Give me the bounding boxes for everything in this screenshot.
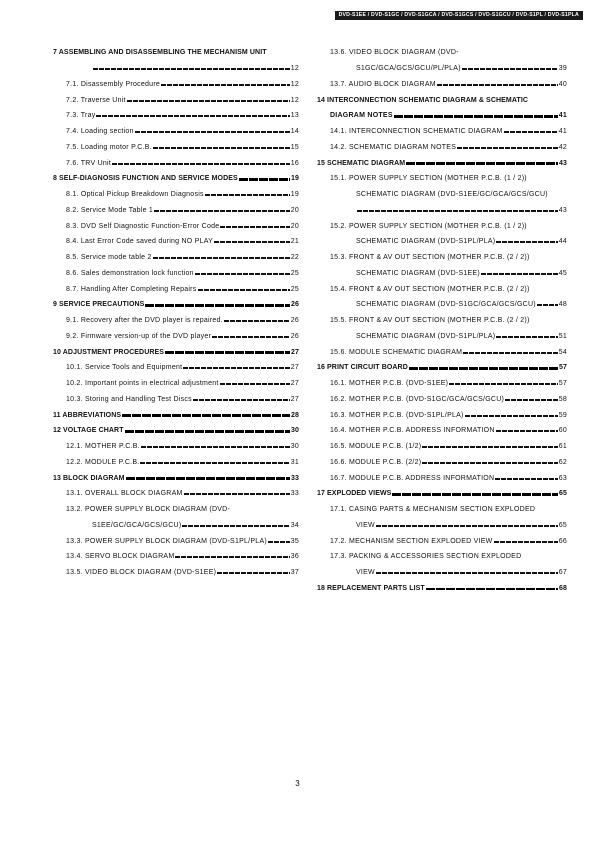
toc-entry[interactable] (317, 344, 567, 360)
toc-entry-page: 22 (290, 254, 299, 262)
toc-entry-page: 27 (291, 348, 299, 356)
toc-entry-title: 9.2. Firmware version-up of the DVD player (66, 332, 212, 340)
toc-entry-page: 12 (290, 65, 299, 73)
toc-entry-title: 16 PRINT CIRCUIT BOARD (317, 364, 408, 372)
toc-leader-dashes (496, 241, 557, 243)
toc-entry-page: 51 (558, 332, 567, 340)
toc-entry-title: 15 SCHEMATIC DIAGRAM (317, 159, 406, 167)
toc-leader-dashes (220, 226, 289, 228)
toc-entry[interactable] (317, 470, 567, 486)
toc-entry-title: 16.3. MOTHER P.C.B. (DVD-S1PL/PLA) (330, 411, 464, 419)
toc-leader-dashes (122, 414, 290, 417)
toc-entry[interactable] (317, 108, 567, 124)
toc-entry-title: 7.1. Disassembly Procedure (66, 80, 161, 88)
toc-leader-dashes (195, 273, 290, 275)
toc-entry-page: 27 (290, 380, 299, 388)
toc-entry-page: 20 (290, 222, 299, 230)
toc-entry-title: 15.3. FRONT & AV OUT SECTION (MOTHER P.C.B. (2 / 2)) (330, 254, 530, 262)
toc-entry[interactable] (53, 439, 299, 455)
toc-entry-page: 25 (290, 269, 299, 277)
toc-entry-page: 31 (290, 458, 299, 466)
toc-leader-dashes (426, 588, 558, 591)
toc-entry-title: 17.2. MECHANISM SECTION EXPLODED VIEW (330, 537, 493, 545)
toc-entry[interactable] (53, 140, 299, 156)
toc-entry-page: 57 (558, 380, 567, 388)
toc-entry-page: 48 (558, 301, 567, 309)
toc-entry-title: 7.3. Tray (66, 112, 96, 120)
toc-leader-dashes (465, 415, 558, 417)
toc-entry-title: 8.7. Handling After Completing Repairs (66, 285, 197, 293)
toc-entry-page: 63 (558, 474, 567, 482)
toc-entry[interactable] (317, 581, 567, 597)
toc-leader-dashes (463, 352, 557, 354)
toc-leader-dashes (239, 178, 290, 181)
toc-leader-dashes (268, 541, 290, 543)
toc-entry[interactable] (53, 203, 299, 219)
toc-entry-title: 9 SERVICE PRECAUTIONS (53, 301, 145, 309)
toc-entry-title: SCHEMATIC DIAGRAM (DVD-S1PL/PLA) (356, 332, 496, 340)
toc-leader-dashes (376, 525, 558, 527)
toc-entry-title: 13.6. VIDEO BLOCK DIAGRAM (DVD- (330, 49, 459, 57)
toc-entry[interactable] (317, 565, 567, 581)
toc-entry-page: 26 (290, 317, 299, 325)
toc-entry-page: 37 (290, 569, 299, 577)
toc-entry-page: 41 (558, 112, 567, 120)
toc-entry-page: 27 (290, 364, 299, 372)
toc-entry-page: 15 (290, 143, 299, 151)
toc-entry-page: 66 (558, 537, 567, 545)
toc-entry-title: 15.2. POWER SUPPLY SECTION (MOTHER P.C.B. (1 / 2)) (330, 222, 527, 230)
toc-leader-dashes (481, 273, 558, 275)
toc-entry-page: 12 (290, 80, 299, 88)
toc-entry-page: 26 (291, 301, 299, 309)
toc-entry-page: 43 (558, 206, 567, 214)
toc-entry-page: 65 (558, 521, 567, 529)
toc-right-column (317, 45, 567, 596)
toc-entry-title: 7.4. Loading section (66, 128, 134, 136)
toc-entry-page: 57 (559, 364, 567, 372)
toc-leader-dashes (184, 493, 290, 495)
toc-entry[interactable] (53, 297, 299, 313)
toc-leader-dashes (422, 446, 557, 448)
toc-entry-page: 33 (291, 474, 299, 482)
toc-entry-title: 16.6. MODULE P.C.B. (2/2) (330, 458, 422, 466)
toc-entry-title: 8.1. Optical Pickup Breakdown Diagnosis (66, 191, 204, 199)
toc-entry-page: 59 (558, 411, 567, 419)
toc-leader-dashes (496, 430, 558, 432)
toc-entry[interactable] (317, 266, 567, 282)
toc-entry-page: 65 (559, 490, 567, 498)
toc-entry-title: 16.2. MOTHER P.C.B. (DVD-S1GC/GCA/GCS/GCU) (330, 395, 505, 403)
toc-entry-title: 14.1. INTERCONNECTION SCHEMATIC DIAGRAM (330, 128, 503, 136)
toc-leader-dashes (422, 462, 557, 464)
toc-entry[interactable] (317, 549, 567, 565)
toc-leader-dashes (376, 572, 558, 574)
toc-entry-page: 30 (290, 443, 299, 451)
toc-leader-dashes (141, 446, 290, 448)
toc-leader-dashes (135, 131, 290, 133)
toc-entry[interactable] (53, 423, 299, 439)
toc-leader-dashes (127, 100, 290, 102)
toc-entry-page: 21 (290, 238, 299, 246)
toc-entry-title: 13.1. OVERALL BLOCK DIAGRAM (66, 490, 183, 498)
toc-entry-title: SCHEMATIC DIAGRAM (DVD-S1PL/PLA) (356, 238, 496, 246)
toc-entry[interactable] (317, 77, 567, 93)
toc-entry-title: 10.2. Important points in electrical adjustment (66, 380, 219, 388)
toc-entry-page: 27 (290, 395, 299, 403)
toc-entry[interactable] (53, 234, 299, 250)
toc-entry-title: 14 INTERCONNECTION SCHEMATIC DIAGRAM & SCHEMATIC (317, 96, 529, 104)
toc-entry-page: 43 (559, 159, 567, 167)
toc-entry-page: 39 (558, 65, 567, 73)
toc-entry-title: 8.2. Service Mode Table 1 (66, 206, 154, 214)
toc-entry[interactable] (317, 407, 567, 423)
toc-leader-dashes (537, 304, 558, 306)
toc-entry-title: 13.4. SERVO BLOCK DIAGRAM (66, 553, 175, 561)
toc-entry-page: 20 (290, 206, 299, 214)
toc-entry-page: 67 (558, 569, 567, 577)
toc-leader-dashes (496, 336, 557, 338)
toc-entry[interactable] (317, 281, 567, 297)
toc-leader-dashes (96, 115, 289, 117)
toc-entry-title: S1EE/GC/GCA/GCS/GCU) (92, 521, 182, 529)
toc-leader-dashes (153, 257, 290, 259)
toc-leader-dashes (504, 131, 558, 133)
toc-entry-title: 12 VOLTAGE CHART (53, 427, 124, 435)
toc-entry[interactable] (53, 45, 299, 61)
toc-entry-title: 17.3. PACKING & ACCESSORIES SECTION EXPLODED (330, 553, 522, 561)
toc-entry-title: 7 ASSEMBLING AND DISASSEMBLING THE MECHANISM UNIT (53, 49, 267, 57)
toc-entry-title: 13.5. VIDEO BLOCK DIAGRAM (DVD-S1EE) (66, 569, 217, 577)
toc-entry-page: 58 (558, 395, 567, 403)
toc-entry-page: 41 (558, 128, 567, 136)
toc-leader-dashes (153, 147, 290, 149)
toc-entry[interactable] (53, 329, 299, 345)
toc-entry-title: 16.4. MOTHER P.C.B. ADDRESS INFORMATION (330, 427, 495, 435)
toc-leader-dashes (224, 320, 290, 322)
toc-leader-dashes (449, 383, 557, 385)
toc-entry-title: 18 REPLACEMENT PARTS LIST (317, 584, 425, 592)
toc-entry[interactable] (53, 155, 299, 171)
toc-entry-page: 33 (290, 490, 299, 498)
toc-entry[interactable] (53, 470, 299, 486)
toc-leader-dashes (494, 541, 558, 543)
toc-leader-dashes (112, 163, 290, 165)
toc-entry[interactable] (317, 187, 567, 203)
toc-leader-dashes (93, 68, 290, 70)
toc-entry[interactable] (317, 423, 567, 439)
toc-entry-title: 12.1. MOTHER P.C.B. (66, 443, 140, 451)
toc-entry[interactable] (317, 124, 567, 140)
toc-entry-title: 13 BLOCK DIAGRAM (53, 474, 125, 482)
toc-entry-title: 15.1. POWER SUPPLY SECTION (MOTHER P.C.B. (1 / 2)) (330, 175, 527, 183)
toc-entry-page: 42 (558, 143, 567, 151)
toc-entry[interactable] (53, 549, 299, 565)
toc-entry-page: 14 (290, 128, 299, 136)
toc-entry-page: 62 (558, 458, 567, 466)
toc-entry-page: 12 (290, 96, 299, 104)
toc-entry[interactable] (53, 392, 299, 408)
toc-entry[interactable] (53, 61, 299, 77)
toc-leader-dashes (462, 68, 558, 70)
toc-leader-dashes (217, 572, 290, 574)
toc-entry-title: 17.1. CASING PARTS & MECHANISM SECTION EXPLODED (330, 506, 536, 514)
toc-leader-dashes (495, 478, 557, 480)
toc-entry-title: 15.4. FRONT & AV OUT SECTION (MOTHER P.C.B. (2 / 2)) (330, 285, 530, 293)
toc-entry-title: 8.5. Service mode table 2 (66, 254, 152, 262)
toc-entry-page: 54 (558, 348, 567, 356)
toc-leader-dashes (126, 477, 290, 480)
toc-leader-dashes (392, 493, 558, 496)
toc-entry[interactable] (317, 155, 567, 171)
toc-entry-page: 25 (290, 285, 299, 293)
toc-leader-dashes (457, 147, 558, 149)
toc-entry-page: 30 (291, 427, 299, 435)
toc-entry[interactable] (317, 250, 567, 266)
toc-entry-page: 45 (558, 269, 567, 277)
toc-entry[interactable] (53, 455, 299, 471)
toc-leader-dashes (205, 194, 290, 196)
toc-entry[interactable] (53, 218, 299, 234)
toc-entry-page: 40 (558, 80, 567, 88)
toc-leader-dashes (357, 210, 558, 212)
toc-entry[interactable] (53, 518, 299, 534)
toc-entry[interactable] (53, 502, 299, 518)
toc-entry[interactable] (317, 329, 567, 345)
toc-entry-title: 10.1. Service Tools and Equipment (66, 364, 183, 372)
toc-entry[interactable] (53, 108, 299, 124)
toc-entry[interactable] (317, 518, 567, 534)
toc-leader-dashes (394, 115, 558, 118)
toc-entry-title: 17 EXPLODED VIEWS (317, 490, 392, 498)
toc-entry[interactable] (317, 61, 567, 77)
toc-leader-dashes (165, 351, 290, 354)
toc-entry-page: 35 (290, 537, 299, 545)
toc-leader-dashes (140, 462, 289, 464)
toc-entry-title: 8.6. Sales demonstration lock function (66, 269, 194, 277)
toc-entry[interactable] (53, 344, 299, 360)
toc-entry[interactable] (53, 281, 299, 297)
toc-entry-title: 15.6. MODULE SCHEMATIC DIAGRAM (330, 348, 463, 356)
toc-entry-page: 19 (290, 191, 299, 199)
toc-entry-title: 16.7. MODULE P.C.B. ADDRESS INFORMATION (330, 474, 495, 482)
toc-entry-page: 36 (290, 553, 299, 561)
toc-entry[interactable] (53, 533, 299, 549)
toc-entry-title: VIEW (356, 569, 375, 577)
toc-entry-page: 34 (290, 521, 299, 529)
toc-leader-dashes (145, 304, 290, 307)
toc-entry[interactable] (53, 77, 299, 93)
toc-entry[interactable] (317, 502, 567, 518)
toc-entry-title: SCHEMATIC DIAGRAM (DVD-S1GC/GCA/GCS/GCU) (356, 301, 536, 309)
toc-entry[interactable] (317, 439, 567, 455)
toc-entry-title: 7.5. Loading motor P.C.B. (66, 143, 152, 151)
toc-entry[interactable] (53, 360, 299, 376)
toc-entry[interactable] (53, 407, 299, 423)
toc-leader-dashes (406, 162, 558, 165)
toc-entry[interactable] (317, 313, 567, 329)
toc-entry[interactable] (317, 533, 567, 549)
toc-entry[interactable] (53, 124, 299, 140)
toc-entry-title: 15.5. FRONT & AV OUT SECTION (MOTHER P.C.B. (2 / 2)) (330, 317, 530, 325)
toc-entry-title: 11 ABBREVIATIONS (53, 411, 122, 419)
toc-entry[interactable] (317, 171, 567, 187)
toc-entry-title: 10.3. Storing and Handling Test Discs (66, 395, 192, 403)
toc-leader-dashes (409, 367, 558, 370)
toc-entry-page: 16 (290, 159, 299, 167)
model-header-banner: DVD-S1EE / DVD-S1GC / DVD-S1GCA / DVD-S1GCS / DVD-S1GCU / DVD-S1PL / DVD-S1PLA (335, 11, 583, 20)
toc-entry[interactable] (53, 376, 299, 392)
toc-leader-dashes (437, 84, 558, 86)
toc-entry[interactable] (317, 92, 567, 108)
toc-leader-dashes (505, 399, 558, 401)
toc-entry[interactable] (53, 250, 299, 266)
toc-leader-dashes (212, 336, 290, 338)
toc-entry[interactable] (53, 486, 299, 502)
toc-entry[interactable] (317, 360, 567, 376)
toc-leader-dashes (220, 383, 290, 385)
toc-leader-dashes (175, 556, 289, 558)
toc-leader-dashes (183, 367, 289, 369)
toc-entry[interactable] (317, 45, 567, 61)
toc-leader-dashes (198, 289, 290, 291)
toc-leader-dashes (214, 241, 290, 243)
toc-entry-title: DIAGRAM NOTES (330, 112, 393, 120)
toc-entry[interactable] (53, 92, 299, 108)
toc-entry-page: 44 (558, 238, 567, 246)
toc-entry-title: 7.2. Traverse Unit (66, 96, 126, 104)
toc-entry-title: VIEW (356, 521, 375, 529)
toc-leader-dashes (161, 84, 290, 86)
toc-leader-dashes (182, 525, 289, 527)
toc-entry-title: 16.1. MOTHER P.C.B. (DVD-S1EE) (330, 380, 449, 388)
toc-entry-title: 13.3. POWER SUPPLY BLOCK DIAGRAM (DVD-S1PL/PLA) (66, 537, 267, 545)
toc-entry[interactable] (53, 266, 299, 282)
toc-entry-title: 16.5. MODULE P.C.B. (1/2) (330, 443, 422, 451)
toc-entry-page: 28 (291, 411, 299, 419)
toc-entry-title: SCHEMATIC DIAGRAM (DVD-S1EE) (356, 269, 480, 277)
toc-entry[interactable] (317, 455, 567, 471)
page-number: 3 (295, 779, 300, 788)
toc-entry-page: 13 (290, 112, 299, 120)
toc-entry[interactable] (317, 376, 567, 392)
toc-entry-title: 9.1. Recovery after the DVD player is repaired. (66, 317, 223, 325)
toc-entry[interactable] (53, 565, 299, 581)
toc-entry[interactable] (53, 171, 299, 187)
toc-entry-page: 68 (559, 584, 567, 592)
toc-entry-title: 8.4. Last Error Code saved during NO PLAY (66, 238, 214, 246)
toc-leader-dashes (193, 399, 290, 401)
toc-entry[interactable] (317, 392, 567, 408)
toc-entry-title: 7.6. TRV Unit (66, 159, 112, 167)
toc-leader-dashes (125, 430, 290, 433)
toc-entry[interactable] (53, 187, 299, 203)
toc-entry-title: 12.2. MODULE P.C.B. (66, 458, 140, 466)
toc-entry[interactable] (317, 234, 567, 250)
toc-entry-title: 13.2. POWER SUPPLY BLOCK DIAGRAM (DVD- (66, 506, 231, 514)
toc-leader-dashes (154, 210, 290, 212)
toc-entry-title: 10 ADJUSTMENT PROCEDURES (53, 348, 165, 356)
toc-entry[interactable] (53, 313, 299, 329)
toc-entry-title: S1GC/GCA/GCS/GCU/PL/PLA) (356, 65, 461, 73)
toc-entry-page: 61 (558, 443, 567, 451)
toc-entry[interactable] (317, 297, 567, 313)
toc-entry-title: 13.7. AUDIO BLOCK DIAGRAM (330, 80, 436, 88)
toc-entry-title: SCHEMATIC DIAGRAM (DVD-S1EE/GC/GCA/GCS/GCU) (356, 191, 548, 199)
toc-entry[interactable] (317, 140, 567, 156)
toc-entry-page: 60 (558, 427, 567, 435)
toc-entry-title: 8 SELF-DIAGNOSIS FUNCTION AND SERVICE MODES (53, 175, 238, 183)
toc-entry-title: 14.2. SCHEMATIC DIAGRAM NOTES (330, 143, 457, 151)
toc-entry[interactable] (317, 486, 567, 502)
toc-entry[interactable] (317, 218, 567, 234)
toc-entry-page: 19 (291, 175, 299, 183)
toc-entry-title: 8.3. DVD Self Diagnostic Function-Error Code (66, 222, 220, 230)
toc-left-column (53, 45, 299, 581)
toc-entry[interactable] (317, 203, 567, 219)
toc-entry-page: 26 (290, 332, 299, 340)
